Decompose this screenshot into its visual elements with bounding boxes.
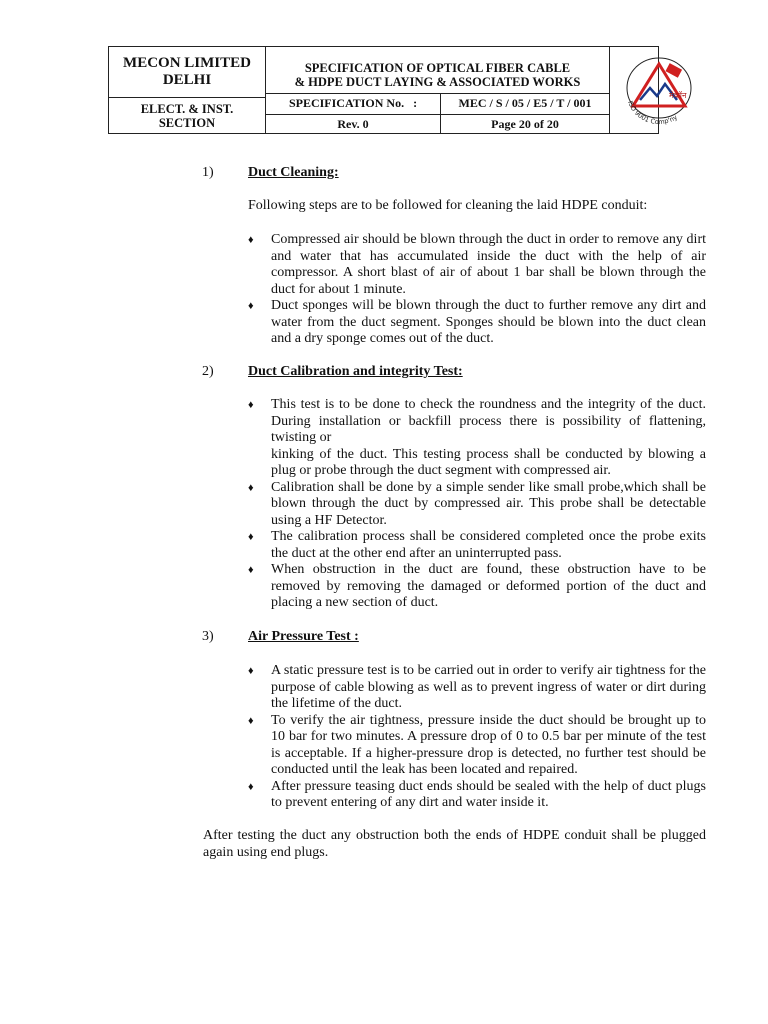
section-1-number: 1)	[202, 165, 214, 180]
diamond-bullet-icon: ♦	[248, 399, 254, 411]
diamond-bullet-icon: ♦	[248, 234, 254, 246]
page-number-text: Page 20 of 20	[491, 116, 559, 131]
diamond-bullet-icon: ♦	[248, 481, 254, 494]
section-line-2: SECTION	[158, 115, 216, 130]
section-3-bullets	[248, 663, 706, 812]
list-item-text: To verify the air tightness, pressure inside the duct should be brought up to 10 bar for two minutes. A pressure drop of 0 to 0.5 bar per minute of the test is acceptable. If a higher-pressure drop is detected, no further test should be conducted until the leak has been located and repaired.	[271, 712, 706, 777]
revision	[266, 115, 440, 134]
diamond-bullet-icon: ♦	[248, 665, 254, 677]
mecon-logo-icon	[611, 52, 707, 130]
section-line-1: ELECT. & INST.	[140, 101, 234, 116]
section-1-bullets	[248, 232, 706, 348]
diamond-bullet-icon: ♦	[248, 564, 254, 576]
section-1-intro: Following steps are to be followed for cleaning the laid HDPE conduit:	[248, 198, 648, 213]
logo-text: मेकॉन	[669, 91, 687, 100]
organization-name	[109, 49, 265, 95]
list-item-text: After pressure teasing duct ends should be sealed with the help of duct plugs to prevent entering of any dirt and water inside it.	[271, 778, 706, 810]
list-item	[248, 663, 706, 713]
org-line-2: DELHI	[162, 72, 212, 88]
section-2-heading: Duct Calibration and integrity Test:	[248, 364, 463, 379]
title-line-1: SPECIFICATION OF OPTICAL FIBER CABLE	[304, 61, 571, 75]
list-item-text: This test is to be done to check the roundness and the integrity of the duct. During installation or backfill process there is possibility of flattening, twisting or	[271, 397, 706, 445]
section-name	[109, 98, 265, 133]
org-line-1: MECON LIMITED	[123, 55, 251, 72]
logo-caption	[626, 100, 679, 126]
list-item	[248, 562, 706, 612]
section-1-heading: Duct Cleaning:	[248, 165, 339, 180]
list-item	[248, 397, 706, 447]
spec-label-text: SPECIFICATION No. :	[288, 96, 418, 111]
page-number	[441, 115, 609, 134]
list-item	[248, 779, 706, 812]
section-3-number: 3)	[202, 629, 214, 644]
list-item	[248, 713, 706, 779]
header-table	[108, 46, 659, 134]
section-3-heading: Air Pressure Test :	[248, 629, 359, 644]
spec-label	[266, 94, 440, 114]
list-item-text: Duct sponges will be blown through the duct to further remove any dirt and water from the duct segment. Sponges should be blown into the duct clean and a dry sponge comes out of the duct.	[271, 298, 706, 346]
logo-caption-path: ISO 9001 Comp'ny	[626, 99, 679, 127]
list-item-text: When obstruction in the duct are found, these obstruction have to be removed by removing the damaged or deformed portion of the duct and placing a new section of duct.	[271, 562, 706, 610]
revision-text: Rev. 0	[337, 116, 369, 131]
list-item	[248, 480, 706, 530]
diamond-bullet-icon: ♦	[248, 300, 254, 312]
title-line-2: & HDPE DUCT LAYING & ASSOCIATED WORKS	[294, 75, 581, 89]
list-item-text: The calibration process shall be considered completed once the probe exits the duct at the other end after an uninterrupted pass.	[271, 529, 706, 561]
list-item	[248, 232, 706, 298]
diamond-bullet-icon: ♦	[248, 531, 254, 543]
diamond-bullet-icon: ♦	[248, 714, 254, 727]
section-2-bullets	[248, 397, 706, 612]
list-item	[248, 529, 706, 562]
list-item	[248, 298, 706, 348]
document-title	[266, 58, 609, 92]
diamond-bullet-icon: ♦	[248, 780, 254, 793]
divider	[609, 47, 610, 133]
list-item-text: kinking of the duct. This testing process shall be conducted by blowing a plug or probe through the duct segment with compressed air.	[271, 446, 706, 478]
closing-paragraph: After testing the duct any obstruction both the ends of HDPE conduit shall be plugged again using end plugs.	[203, 828, 706, 860]
section-2-number: 2)	[202, 364, 214, 379]
spec-number	[441, 94, 609, 114]
spec-number-text: MEC / S / 05 / E5 / T / 001	[458, 96, 592, 111]
list-item-text: Compressed air should be blown through the duct in order to remove any dirt and water that has accumulated inside the duct with the help of air compressor. A short blast of air of about 1 bar shall be blown through the duct for about 1 minute.	[271, 232, 706, 297]
list-item-continuation	[248, 447, 706, 480]
list-item-text: A static pressure test is to be carried out in order to verify air tightness for the purpose of cable blowing as well as to prevent ingress of water or dirt during the lifetime of the duct.	[271, 663, 706, 711]
list-item-text: Calibration shall be done by a simple sender like small probe,which shall be blown through the duct by compressed air. This probe shall be detectable using a HF Detector.	[271, 479, 706, 528]
